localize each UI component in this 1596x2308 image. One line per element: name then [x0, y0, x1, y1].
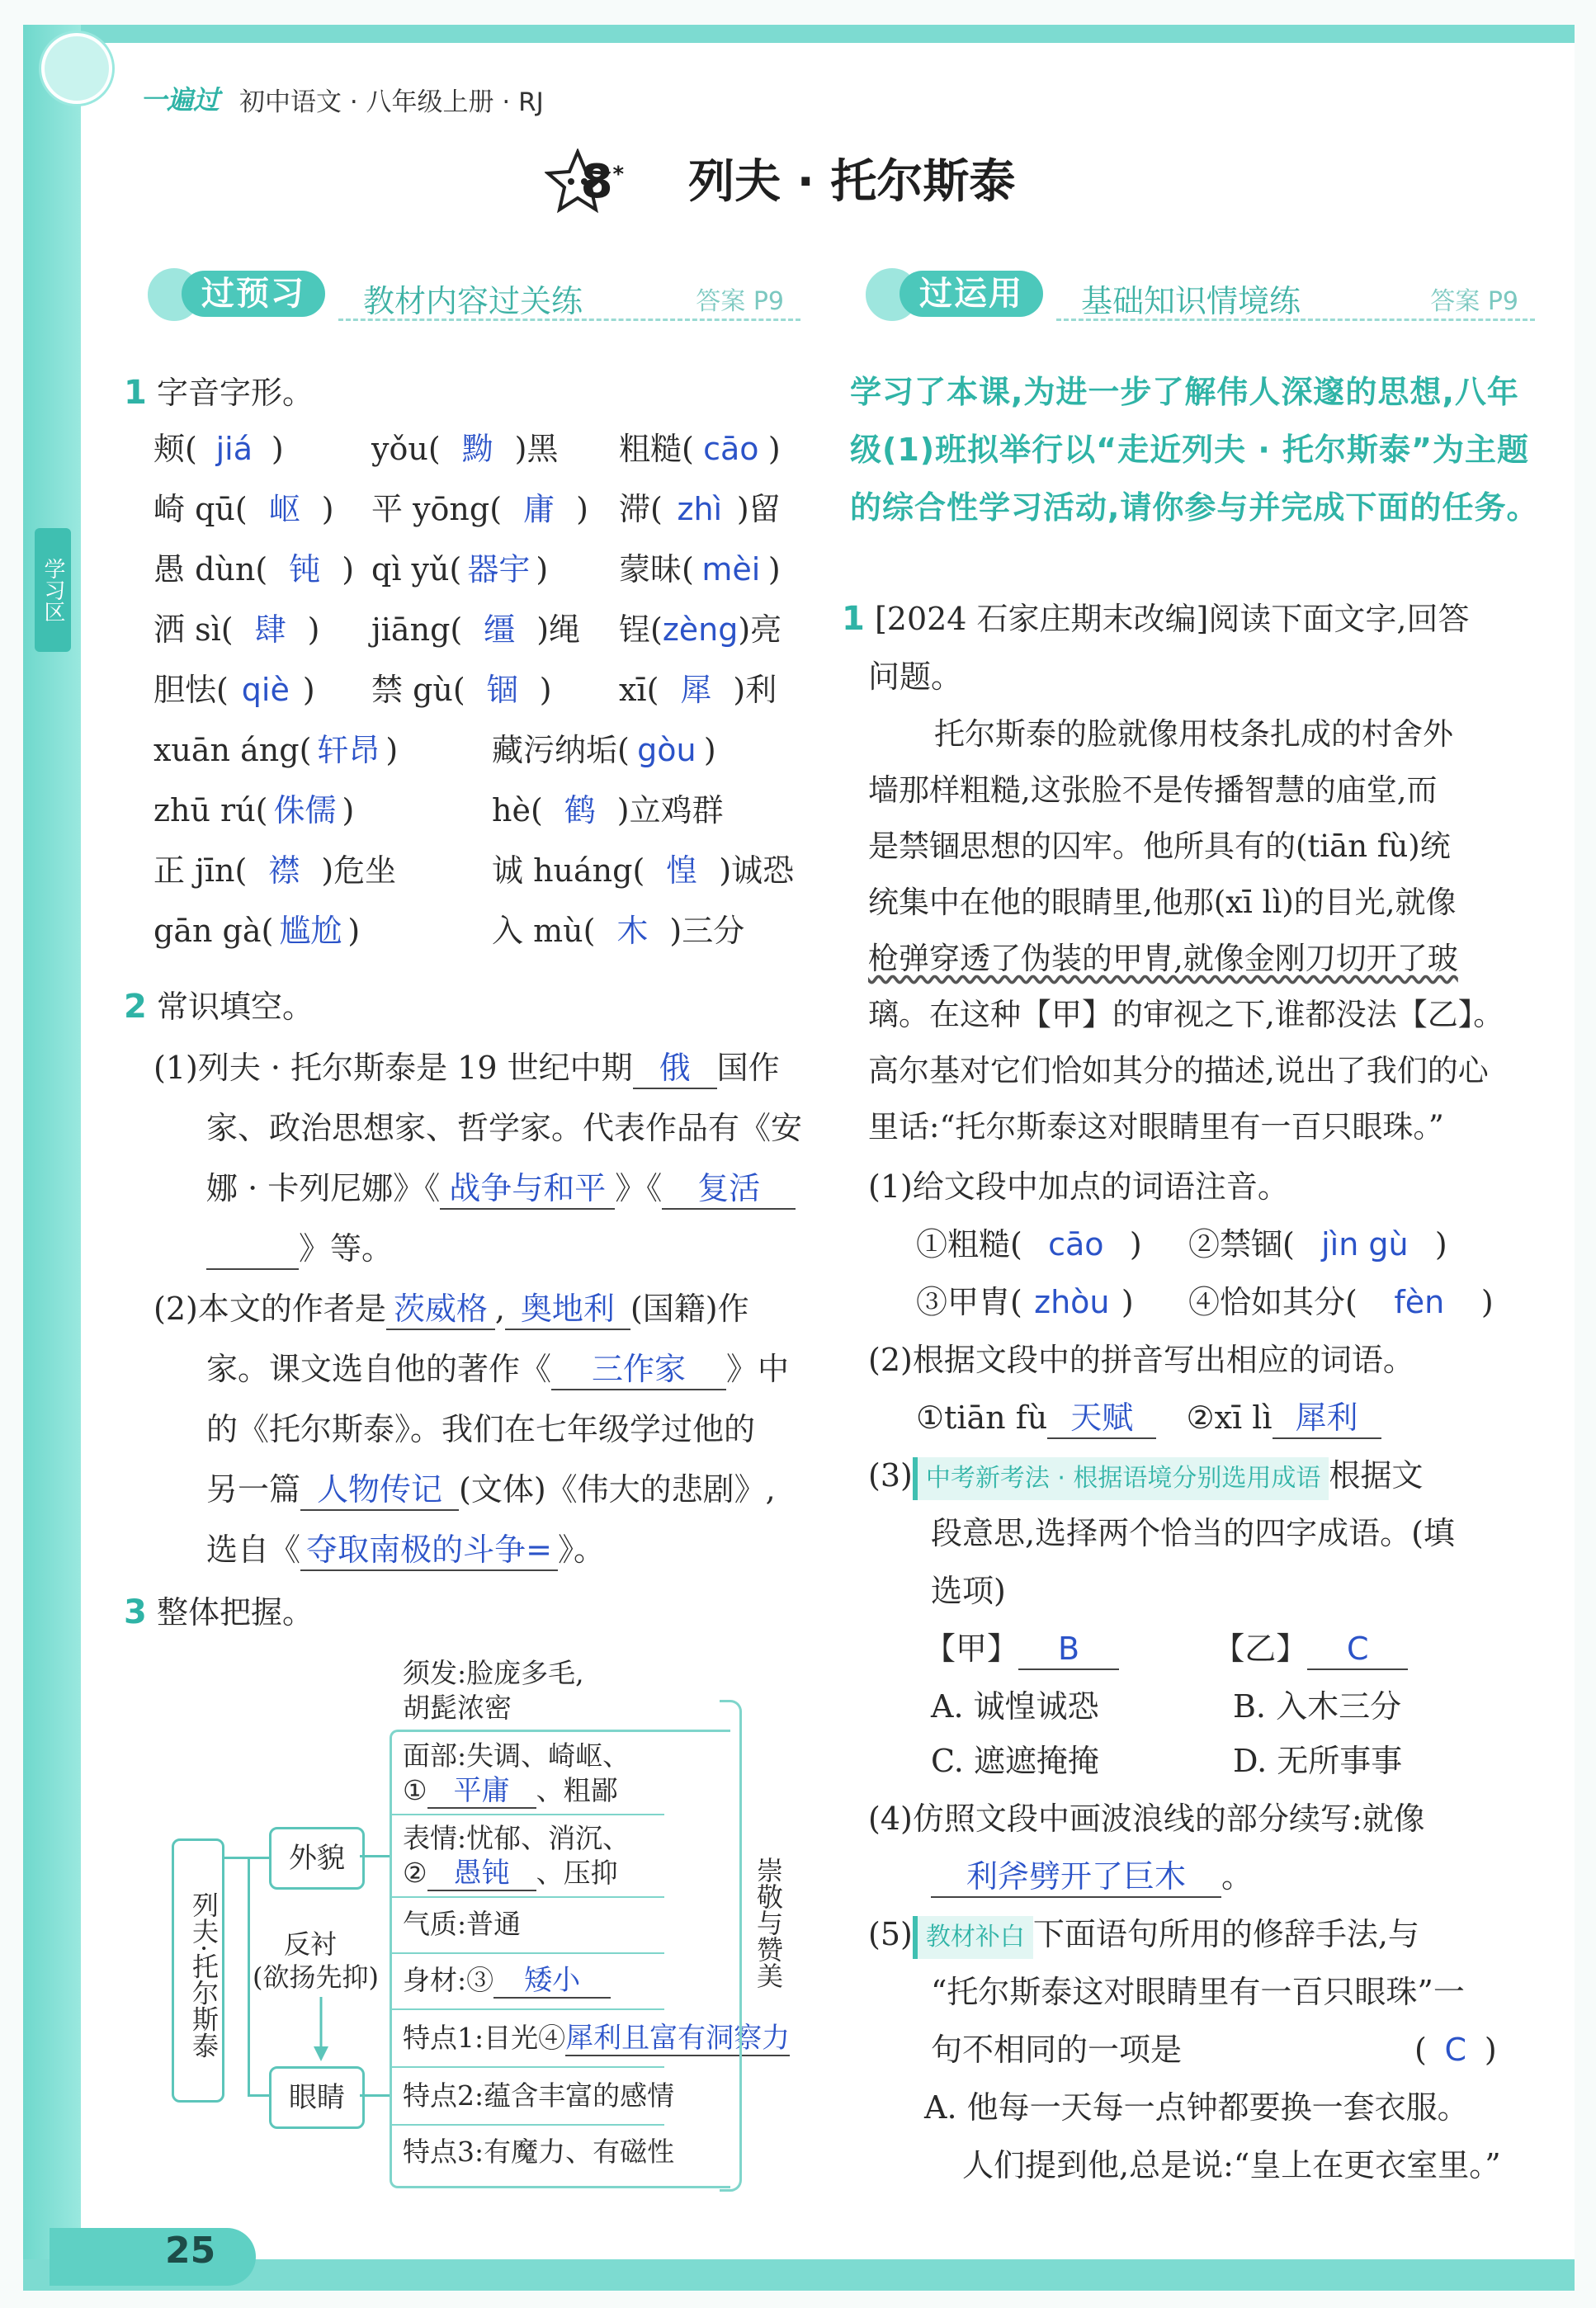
answer-field[interactable]: zhì [677, 491, 723, 527]
lesson-number: 8 [580, 155, 613, 209]
q2-p2-line5: 选自《 夺取南极的斗争= 》。 [206, 1530, 605, 1571]
q1-item: 洒 sì( 肆 ) [153, 611, 320, 648]
answer-field[interactable]: 岖 [268, 491, 300, 527]
mindmap-eyes: 眼睛 [269, 2066, 365, 2129]
answer-field[interactable]: 愚钝 [427, 1857, 536, 1891]
q2-p1-line3: 娜 · 卡列尼娜》《 战争与和平 》《 复活 [206, 1168, 796, 1210]
exam-tag: 中考新考法 · 根据语境分别选用成语 [913, 1457, 1329, 1500]
answer-field[interactable]: 轩昂 [317, 732, 380, 768]
s3-line1: (3) 中考新考法 · 根据语境分别选用成语 根据文 [868, 1456, 1423, 1500]
passage-line: 是禁锢思想的囚牢。他所具有的(tiān fù)统 [868, 828, 1451, 864]
arrow-down-icon [309, 1997, 333, 2063]
q1-item: hè( 鹤 )立鸡群 [492, 792, 724, 828]
q1-item: 藏污纳垢( gòu ) [492, 732, 716, 768]
answer-field[interactable]: 钝 [289, 551, 321, 588]
q1-item: 蒙昧( mèi ) [619, 551, 781, 588]
left-border [23, 25, 81, 2286]
q2-p1-line1: (1)列夫 · 托尔斯泰是 19 世纪中期 俄 国作 [153, 1048, 780, 1089]
lesson-name: 列夫 · 托尔斯泰 [688, 155, 1016, 209]
s1-row2: ③甲胄( zhòu ) [916, 1284, 1134, 1320]
passage-line: 里话:“托尔斯泰这对眼睛里有一百只眼珠。” [868, 1109, 1444, 1145]
s5-answer: ( C ) [1414, 2032, 1497, 2068]
answer-field[interactable]: 犀 [680, 672, 712, 708]
s3-line2: 段意思,选择两个恰当的四字成语。(填 [931, 1515, 1455, 1551]
expr-line1: 表情:忧郁、消沉、 [403, 1822, 630, 1854]
s4-title: (4)仿照文段中画波浪线的部分续写:就像 [868, 1801, 1425, 1837]
s2-row: ①tiān fù 天赋 ②xī lì 犀利 [916, 1398, 1381, 1439]
answer-field[interactable]: cāo [1048, 1226, 1104, 1263]
answer-field[interactable]: B [1018, 1629, 1119, 1670]
connector [248, 2094, 271, 2097]
section-subtitle: 教材内容过关练 [363, 283, 583, 319]
q2-p2-line2: 家。课文选自他的著作《 三作家 》中 [206, 1349, 789, 1390]
feat1-line: 特点1:目光④犀利且富有洞察力 [403, 2022, 791, 2055]
s3-option-a: A. 诚惶诚恐 [931, 1688, 1099, 1725]
mindmap-root: 列夫·托尔斯泰 [172, 1838, 224, 2103]
page-number: 25 [165, 2230, 216, 2272]
q1-item: xī( 犀 )利 [619, 672, 777, 708]
answer-field[interactable]: 惶 [666, 852, 698, 889]
answer-field[interactable]: 复活 [662, 1168, 796, 1210]
answer-field[interactable]: jìn gù [1321, 1226, 1409, 1263]
q1-item: 崎 qū( 岖 ) [153, 491, 334, 527]
temper-line: 气质:普通 [403, 1908, 522, 1940]
answer-field[interactable]: 侏儒 [273, 792, 337, 828]
q1-item: 胆怯( qiè ) [153, 672, 315, 708]
q1-item: 诚 huáng( 惶 )诚恐 [492, 852, 795, 889]
left-section-banner [132, 264, 809, 330]
answer-field[interactable]: 天赋 [1047, 1398, 1156, 1439]
mindmap-appearance: 外貌 [269, 1827, 365, 1890]
face-line1: 面部:失调、崎岖、 [403, 1739, 630, 1772]
answer-field[interactable]: zèng [662, 611, 739, 648]
q2-p2-line4: 另一篇 人物传记 (文体)《伟大的悲剧》, [206, 1470, 776, 1511]
q1-item: jiāng( 缰 )绳 [371, 611, 581, 648]
s5-line2: “托尔斯泰这对眼睛里有一百只眼珠”一 [931, 1974, 1465, 2010]
section-tag: 过预习 [182, 271, 325, 317]
answer-field[interactable]: 襟 [268, 852, 300, 889]
q3-heading: 3 整体把握。 [124, 1593, 314, 1631]
q2-heading: 2 常识填空。 [124, 988, 314, 1026]
q2-p1-line2: 家、政治思想家、哲学家。代表作品有《安 [206, 1110, 803, 1146]
answer-field[interactable]: qiè [241, 672, 290, 708]
answer-ref: 答案 P9 [696, 287, 784, 316]
answer-field[interactable]: 黝 [461, 431, 493, 467]
answer-field[interactable]: 三作家 [551, 1349, 726, 1390]
answer-field[interactable]: 庸 [523, 491, 555, 527]
s5-line3: 句不相同的一项是 [931, 2032, 1183, 2068]
passage-line: 枪弹穿透了伪装的甲胄,就像金刚刀切开了玻 [868, 941, 1458, 976]
answer-field[interactable]: mèi [701, 551, 761, 588]
q1-item: 锃(zèng)亮 [619, 611, 782, 648]
s3-blanks: 【甲】 B 【乙】 C [924, 1629, 1408, 1670]
body-line: 身材:③ 矮小 [403, 1964, 611, 1999]
right-section-banner [850, 264, 1543, 330]
q1-item: 禁 gù( 锢 ) [371, 672, 552, 708]
s5-option-a-line2: 人们提到他,总是说:“皇上在更衣室里。” [962, 2147, 1501, 2183]
s5-line1: (5) 教材补白 下面语句所用的修辞手法,与 [868, 1914, 1419, 1959]
s2-title: (2)根据文段中的拼音写出相应的词语。 [868, 1342, 1414, 1378]
q1-item: 入 mù( 木 )三分 [492, 913, 745, 949]
connector [360, 1855, 390, 1857]
banner-divider [338, 319, 800, 321]
q1-item: 粗糙( cāo ) [619, 431, 781, 467]
s3-option-c: C. 遮遮掩掩 [931, 1743, 1099, 1779]
answer-field[interactable]: 犀利且富有洞察力 [565, 2022, 791, 2055]
answer-field[interactable]: 平庸 [427, 1774, 536, 1809]
passage-line: 统集中在他的眼睛里,他那(xī lì)的目光,就像 [868, 885, 1457, 920]
s4-answer-row: 利斧劈开了巨木 。 [931, 1857, 1253, 1898]
answer-field[interactable]: 利斧劈开了巨木 [931, 1857, 1221, 1898]
q1-item: yǒu( 黝 )黑 [371, 431, 559, 467]
contrast-note: (欲扬先抑) [253, 1961, 379, 1993]
section-tag: 过运用 [900, 271, 1043, 317]
s3-option-b: B. 入木三分 [1233, 1688, 1402, 1725]
answer-field[interactable]: 尴尬 [279, 913, 342, 949]
feat2-line: 特点2:蕴含丰富的感情 [403, 2079, 675, 2112]
answer-field[interactable]: 缰 [484, 611, 516, 648]
answer-field[interactable]: 茨威格 [386, 1289, 495, 1330]
contrast-label: 反衬 [284, 1928, 338, 1960]
r1-lead-line2: 问题。 [868, 658, 963, 695]
answer-field[interactable]: C [1307, 1629, 1408, 1670]
answer-field[interactable]: fèn [1394, 1284, 1445, 1320]
side-tab: 学习区 [35, 528, 71, 652]
mindmap-right-label: 崇敬与赞美 [753, 1857, 784, 1989]
answer-ref: 答案 P9 [1430, 287, 1518, 316]
s1-title: (1)给文段中加点的词语注音。 [868, 1168, 1289, 1205]
answer-field[interactable]: 犀利 [1273, 1398, 1381, 1439]
q1-item: 颊( jiá ) [153, 431, 284, 467]
connector [248, 1857, 271, 1859]
q1-item: 滞( zhì )留 [619, 491, 781, 527]
passage-line: 托尔斯泰的脸就像用枝条扎成的村舍外 [934, 716, 1453, 752]
connector [360, 2094, 390, 2097]
s1-row1b: ②禁锢( jìn gù ) [1188, 1226, 1447, 1263]
connector [248, 1857, 250, 2096]
answer-field[interactable]: 人物传记 [300, 1470, 459, 1511]
s3-option-d: D. 无所事事 [1233, 1743, 1403, 1779]
q1-item: xuān áng( 轩昂 ) [153, 732, 399, 768]
answer-field[interactable]: 木 [616, 913, 649, 949]
q1-item: qì yǔ( 器宇 ) [371, 551, 549, 588]
hair-line1: 须发:脸庞多毛, [403, 1657, 584, 1689]
answer-field[interactable]: 俄 [633, 1048, 717, 1089]
q1-heading: 1 字音字形。 [124, 374, 314, 412]
q1-item: zhū rú( 侏儒 ) [153, 792, 355, 828]
s1-row1: ①粗糙( cāo ) [916, 1226, 1142, 1263]
hair-line2: 胡髭浓密 [403, 1692, 512, 1724]
banner-divider [1056, 319, 1535, 321]
q1-item: 正 jīn( 襟 )危坐 [153, 852, 397, 889]
connector [224, 1857, 249, 1859]
answer-field[interactable]: 奥地利 [505, 1289, 630, 1330]
answer-field[interactable]: 锢 [486, 672, 518, 708]
section-subtitle: 基础知识情境练 [1081, 283, 1301, 319]
brand-name: 一遍过 [140, 84, 220, 116]
passage-line: 墙那样粗糙,这张脸不是传播智慧的庙堂,而 [868, 772, 1438, 808]
q1-item: gān gà( 尴尬 ) [153, 913, 361, 949]
r1-lead-line1: 1 [2024 石家庄期末改编]阅读下面文字,回答 [842, 600, 1470, 638]
activity-intro: 学习了本课,为进一步了解伟人深邃的思想,八年级(1)班拟举行以“走近列夫 · 托尔斯泰”为主题的综合性学习活动,请你参与并完成下面的任务。 [850, 374, 1539, 526]
page-number-badge [50, 2228, 256, 2286]
answer-field[interactable]: zhòu [1034, 1284, 1110, 1320]
s5-option-a-line1: A. 他每一天每一点钟都要换一套衣服。 [924, 2089, 1469, 2126]
passage-line: 高尔基对它们恰如其分的描述,说出了我们的心 [868, 1053, 1489, 1088]
answer-field[interactable]: C [1444, 2032, 1467, 2068]
q2-p2-line3: 的《托尔斯泰》。我们在七年级学过他的 [206, 1411, 756, 1447]
q2-p2-line1: (2)本文的作者是 茨威格 , 奥地利 (国籍)作 [153, 1289, 749, 1330]
answer-field[interactable]: jiá [215, 431, 253, 467]
q2-p1-line4: 》等。 [206, 1229, 393, 1270]
s1-row2b: ④恰如其分( fèn ) [1188, 1284, 1494, 1320]
s3-line3: 选项) [931, 1573, 1006, 1609]
passage-line: 璃。在这种【甲】的审视之下,谁都没法【乙】。 [868, 997, 1504, 1032]
answer-field[interactable]: 肆 [254, 611, 286, 648]
feat3-line: 特点3:有魔力、有磁性 [403, 2136, 675, 2168]
face-line2: ① 平庸 、粗鄙 [403, 1774, 618, 1807]
q1-item: 平 yōng( 庸 ) [371, 491, 588, 527]
mascot-logo-icon [41, 33, 112, 104]
lesson-title [0, 145, 1596, 211]
expr-line2: ② 愚钝 、压抑 [403, 1857, 618, 1890]
bottom-border [23, 2259, 1575, 2291]
answer-field[interactable]: gòu [637, 732, 696, 768]
top-border [23, 25, 1575, 43]
answer-field[interactable]: 战争与和平 [440, 1168, 615, 1210]
textbook-tag: 教材补白 [913, 1916, 1033, 1959]
lesson-star: * [612, 162, 625, 187]
answer-field[interactable]: 矮小 [493, 1964, 611, 1999]
q1-item: 愚 dùn( 钝 ) [153, 551, 355, 588]
answer-field[interactable]: cāo [703, 431, 759, 467]
answer-field[interactable]: 夺取南极的斗争= [300, 1530, 558, 1571]
right-brace [720, 1700, 742, 2192]
answer-field[interactable]: 鹤 [564, 792, 596, 828]
answer-field[interactable]: 器宇 [467, 551, 531, 588]
book-subtitle: 初中语文 · 八年级上册 · RJ [239, 87, 544, 117]
